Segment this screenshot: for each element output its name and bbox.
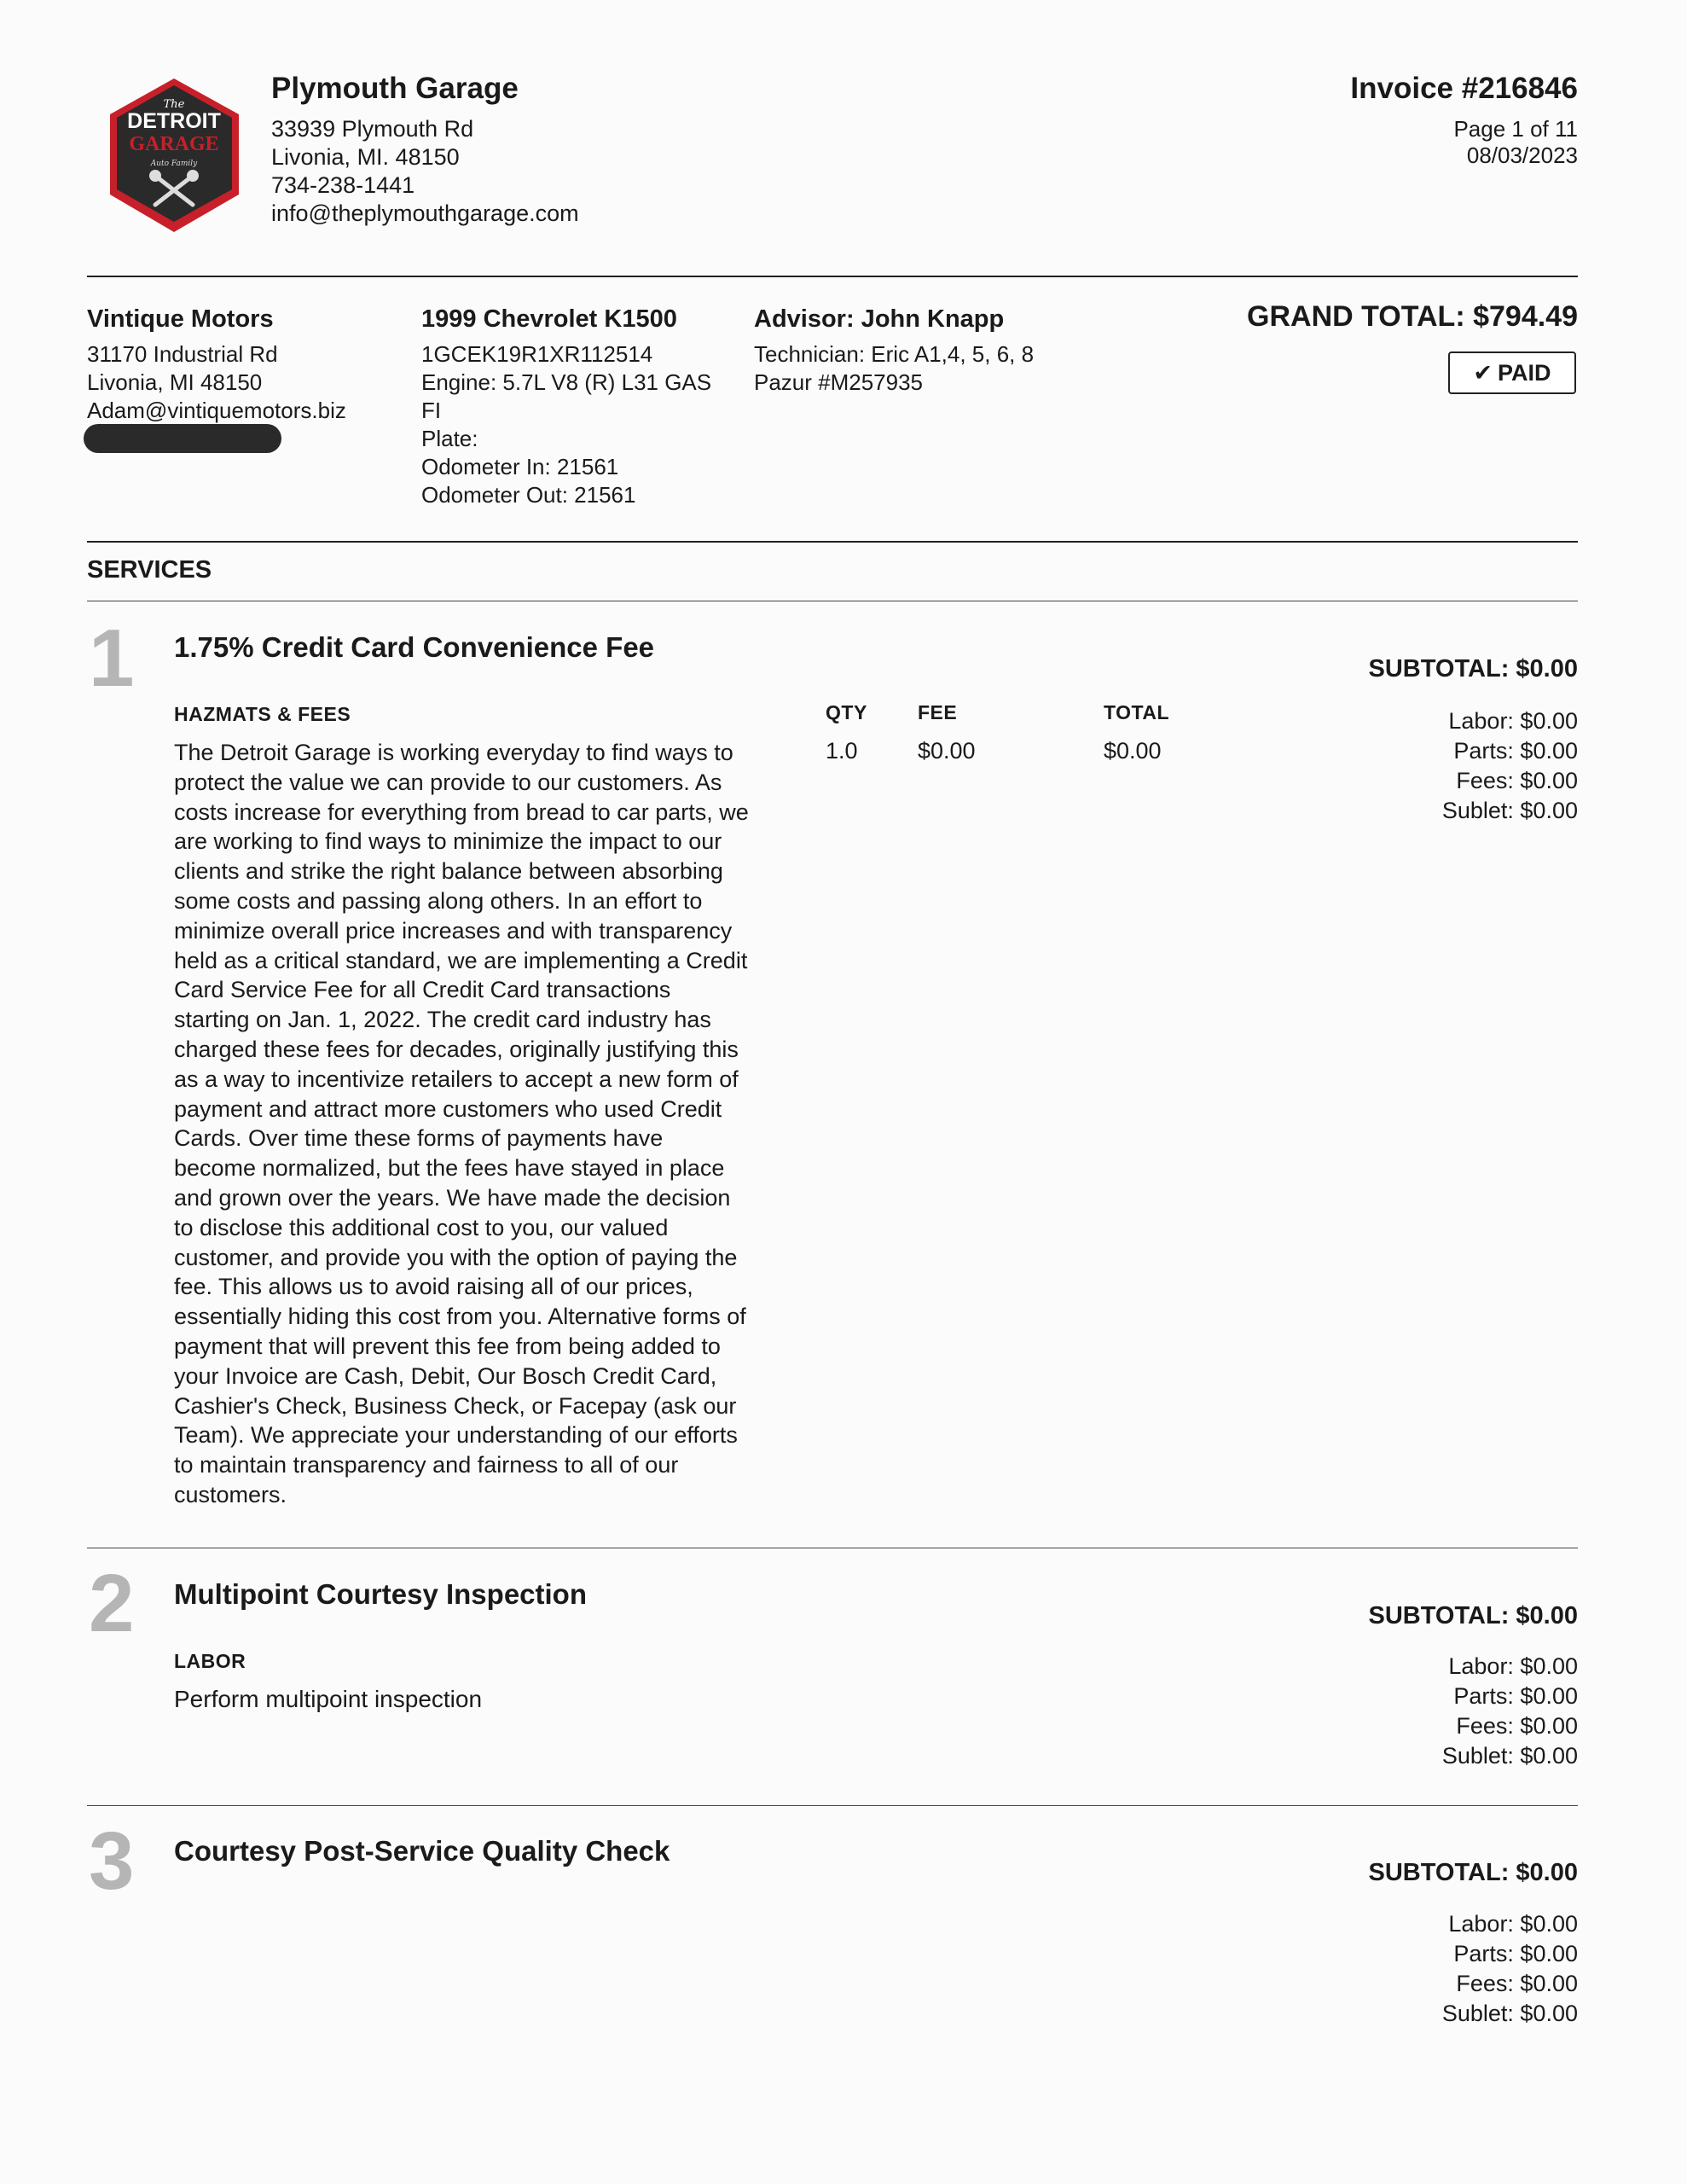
hazmats-fees-heading: HAZMATS & FEES — [174, 703, 351, 725]
description-line: starting on Jan. 1, 2022. The credit card industry has — [174, 1007, 711, 1033]
service-labor-total: Labor: $0.00 — [1448, 708, 1578, 734]
service-fees-total: Fees: $0.00 — [1456, 768, 1578, 793]
labor-description: Perform multipoint inspection — [174, 1686, 483, 1712]
redacted-phone-bar — [84, 424, 281, 453]
vehicle-engine: Engine: 5.7L V8 (R) L31 GAS — [421, 369, 712, 395]
shop-phone: 734-238-1441 — [271, 172, 415, 198]
description-line: payment and attract more customers who used Credit — [174, 1095, 722, 1122]
bleed-through-text — [1151, 102, 1159, 136]
invoice-date: 08/03/2023 — [1466, 142, 1578, 168]
service-number: 2 — [89, 1558, 135, 1649]
vehicle-vin: 1GCEK19R1XR112514 — [421, 341, 653, 367]
service-number: 1 — [89, 613, 135, 704]
description-line: customers. — [174, 1481, 287, 1507]
fee-column-header: FEE — [918, 701, 958, 723]
shop-email: info@theplymouthgarage.com — [271, 200, 579, 226]
svg-text:Auto Family: Auto Family — [150, 160, 198, 168]
customer-address-line2: Livonia, MI 48150 — [87, 369, 263, 395]
technician-name: Technician: Eric A1,4, 5, 6, 8 — [754, 341, 1035, 367]
description-line: fee. This allows us to avoid raising all of our prices, — [174, 1274, 693, 1300]
service-number: 3 — [89, 1815, 135, 1907]
service-labor-total: Labor: $0.00 — [1448, 1911, 1578, 1937]
invoice-number: Invoice #216846 — [1350, 72, 1578, 105]
description-line: clients and strike the right balance between absorbing — [174, 858, 723, 885]
services-heading: SERVICES — [87, 556, 212, 584]
customer-address-line1: 31170 Industrial Rd — [87, 341, 278, 367]
vehicle-engine-cont: FI — [421, 398, 442, 423]
description-line: as a way to incentivize retailers to accept a new form of — [174, 1066, 739, 1092]
labor-heading: LABOR — [174, 1650, 246, 1672]
service-title: Courtesy Post-Service Quality Check — [174, 1835, 670, 1867]
description-line: Cashier's Check, Business Check, or Facepay (ask our — [174, 1392, 737, 1419]
odometer-out: Odometer Out: 21561 — [421, 482, 636, 508]
description-line: essentially hiding this cost from you. Alternative forms of — [174, 1304, 746, 1330]
paid-button[interactable] — [1448, 351, 1576, 394]
vehicle-plate: Plate: — [421, 426, 478, 451]
description-line: costs increase for everything from bread to car parts, we — [174, 799, 749, 825]
shop-address-line2: Livonia, MI. 48150 — [271, 144, 460, 170]
description-line: customer, and provide you with the option of paying the — [174, 1244, 738, 1270]
service-sublet-total: Sublet: $0.00 — [1441, 2001, 1578, 2026]
service-parts-total: Parts: $0.00 — [1453, 1683, 1578, 1709]
shop-address-line1: 33939 Plymouth Rd — [271, 116, 474, 142]
svg-text:GARAGE: GARAGE — [129, 133, 219, 155]
description-line: minimize overall price increases and with transparency — [174, 917, 733, 944]
service-labor-total: Labor: $0.00 — [1448, 1653, 1578, 1679]
description-line: are working to find ways to minimize the impact to our — [174, 828, 722, 855]
service-parts-total: Parts: $0.00 — [1453, 738, 1578, 764]
fee-total-value: $0.00 — [1104, 738, 1162, 764]
info-divider — [87, 541, 1578, 543]
service-title: 1.75% Credit Card Convenience Fee — [174, 631, 655, 663]
description-line: The Detroit Garage is working everyday to find ways to — [174, 740, 733, 765]
service-sublet-total: Sublet: $0.00 — [1441, 1743, 1578, 1769]
shop-name: Plymouth Garage — [271, 72, 519, 105]
description-line: to maintain transparency and fairness to all of our — [174, 1452, 679, 1478]
description-line: and grown over the years. We have made the decision — [174, 1184, 731, 1211]
fee-qty-value: 1.0 — [826, 738, 858, 764]
description-line: payment that will prevent this fee from being added to — [174, 1333, 721, 1359]
svg-text:DETROIT: DETROIT — [127, 109, 221, 133]
description-line: protect the value we can provide to our customers. As — [174, 769, 722, 795]
total-column-header: TOTAL — [1104, 701, 1170, 723]
description-line: become normalized, but the fees have stayed in place — [174, 1155, 725, 1182]
vehicle-name: 1999 Chevrolet K1500 — [421, 305, 677, 333]
service-divider — [87, 1805, 1578, 1806]
customer-name: Vintique Motors — [87, 305, 274, 333]
service-subtotal: SUBTOTAL: $0.00 — [1368, 1859, 1578, 1886]
service-subtotal: SUBTOTAL: $0.00 — [1368, 1602, 1578, 1629]
service-subtotal: SUBTOTAL: $0.00 — [1368, 655, 1578, 682]
advisor-name: Advisor: John Knapp — [754, 305, 1005, 333]
svg-text:The: The — [163, 98, 185, 111]
pazur-number: Pazur #M257935 — [754, 369, 924, 395]
fee-description — [174, 738, 812, 1510]
odometer-in: Odometer In: 21561 — [421, 454, 619, 479]
service-parts-total: Parts: $0.00 — [1453, 1941, 1578, 1966]
description-line: some costs and passing along others. In an effort to — [174, 887, 703, 914]
service-title: Multipoint Courtesy Inspection — [174, 1578, 587, 1610]
service-sublet-total: Sublet: $0.00 — [1441, 798, 1578, 823]
description-line: Cards. Over time these forms of payments have — [174, 1125, 664, 1152]
header-divider — [87, 276, 1578, 277]
customer-email: Adam@vintiquemotors.biz — [87, 398, 346, 423]
service-fees-total: Fees: $0.00 — [1456, 1971, 1578, 1996]
checkmark-icon: ✔ — [1473, 359, 1493, 386]
qty-column-header: QTY — [826, 701, 867, 723]
description-line: held as a critical standard, we are implementing a Credit — [174, 947, 748, 973]
service-fees-total: Fees: $0.00 — [1456, 1713, 1578, 1739]
detroit-garage-logo — [104, 75, 245, 237]
description-line: charged these fees for decades, originally justifying this — [174, 1036, 739, 1062]
fee-rate-value: $0.00 — [918, 738, 976, 764]
invoice-page: Page 1 of 11 — [1453, 116, 1578, 142]
description-line: your Invoice are Cash, Debit, Our Bosch Credit Card, — [174, 1362, 717, 1389]
grand-total: GRAND TOTAL: $794.49 — [1247, 300, 1578, 333]
description-line: Card Service Fee for all Credit Card transactions — [174, 977, 671, 1003]
description-line: to disclose this additional cost to you, our valued — [174, 1214, 669, 1240]
description-line: Team). We appreciate your understanding of our efforts — [174, 1422, 738, 1449]
paid-label: PAID — [1498, 359, 1551, 386]
